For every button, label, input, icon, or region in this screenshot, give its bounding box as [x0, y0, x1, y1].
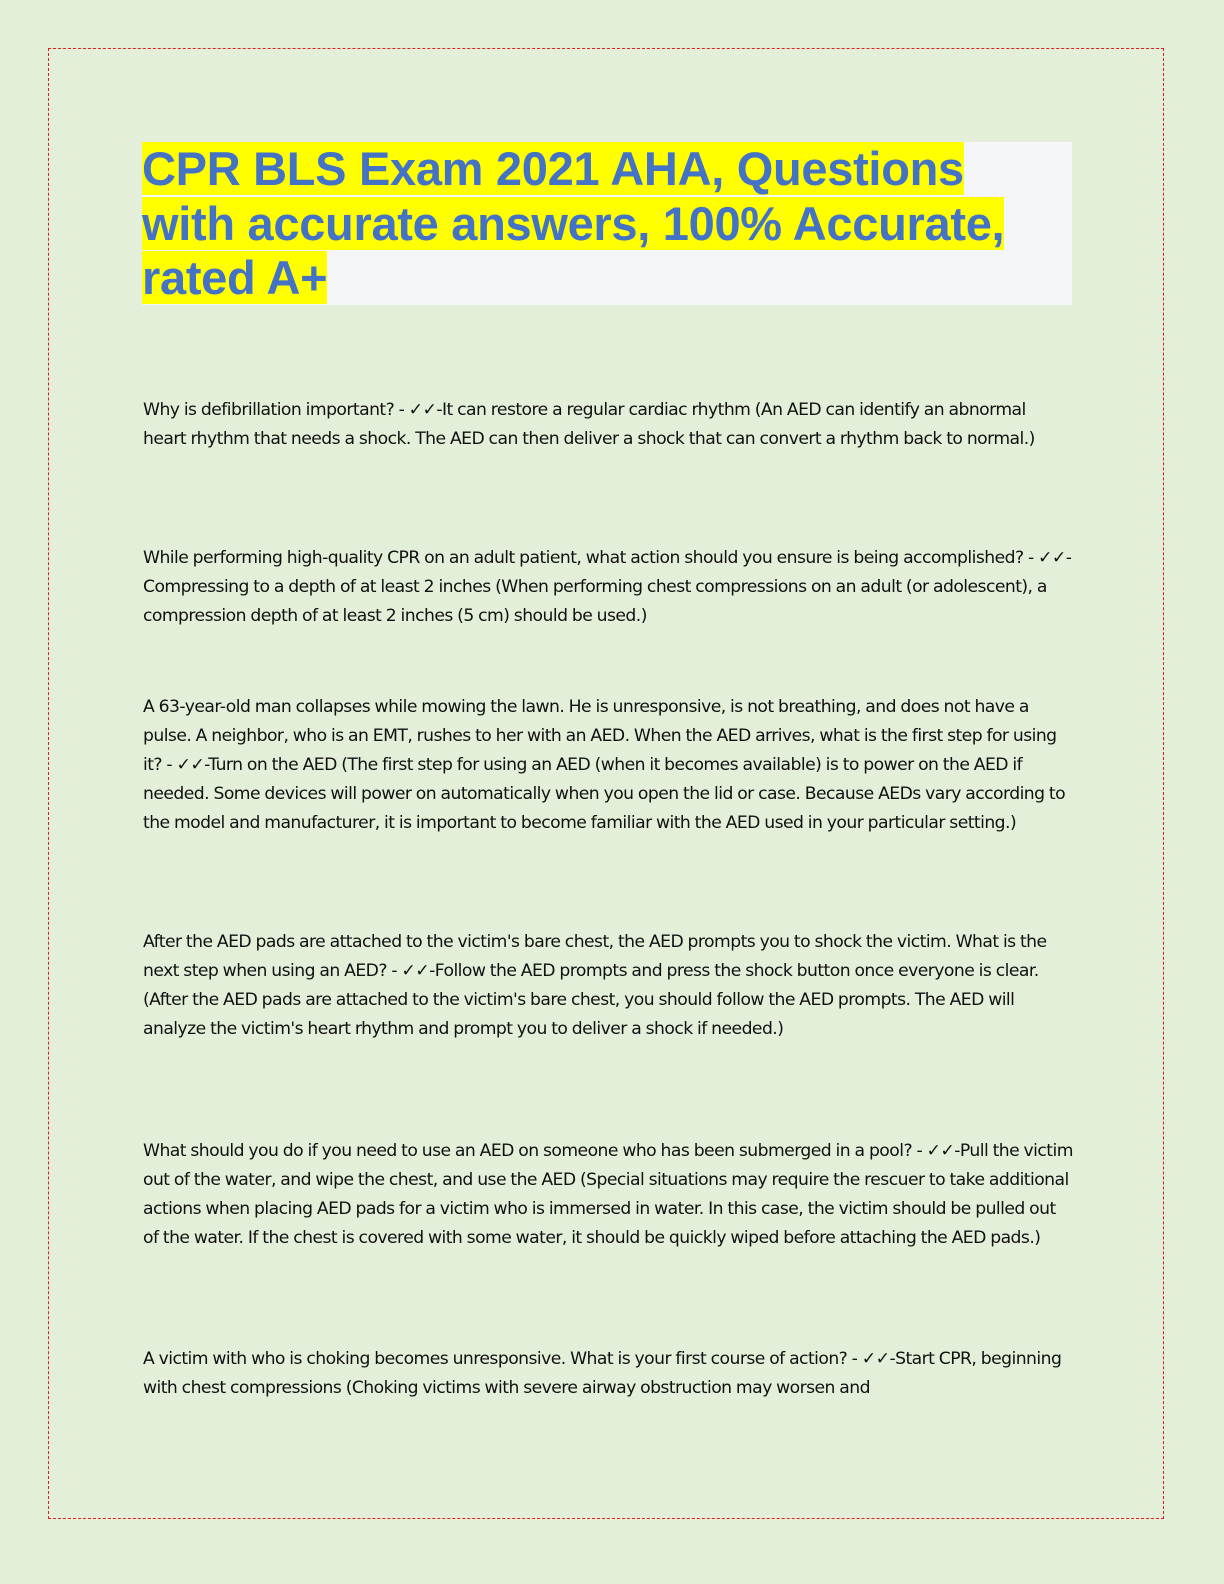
- title-block: [142, 142, 1072, 305]
- answer-text: -Compressing to a depth of at least 2 inches (When performing chest compressions on an adult (or adolescent), a compression depth of at least 2 inches (5 cm) should be used.): [143, 548, 1072, 626]
- double-check-icon: ✓✓: [861, 1349, 890, 1369]
- answer-text: -It can restore a regular cardiac rhythm (An AED can identify an abnormal heart rhythm that needs a shock. The AED can then deliver a shock that can convert a rhythm back to normal.): [143, 400, 1035, 449]
- qa-item-2: [143, 544, 1073, 631]
- double-check-icon: ✓✓: [926, 1141, 955, 1161]
- answer-text: -Pull the victim out of the water, and wipe the chest, and use the AED (Special situations may require the rescuer to take additional actions when placing AED pads for a victim who is immersed in water. In this case, the victim should be pulled out of the water. If the chest is covered with some water, it should be quickly wiped before attaching the AED pads.): [143, 1141, 1073, 1248]
- qa-item-5: [143, 1137, 1073, 1253]
- title-line-3: rated A+: [142, 251, 328, 304]
- answer-text: -Turn on the AED (The first step for using an AED (when it becomes available) is to power on the AED if needed. Some devices will power on automatically when you open the lid or case. Because AEDs vary according to the model and manufacturer, it is important to become familiar with the AED used in your particular setting.): [143, 755, 1066, 833]
- answer-text: -Start CPR, beginning with chest compressions (Choking victims with severe airway obstruction may worsen and: [143, 1349, 1062, 1398]
- question-text: What should you do if you need to use an AED on someone who has been submerged in a pool? -: [143, 1141, 927, 1161]
- double-check-icon: ✓✓: [176, 755, 205, 775]
- double-check-icon: ✓✓: [1038, 548, 1066, 568]
- title-line-1: CPR BLS Exam 2021 AHA, Questions: [142, 142, 964, 195]
- qa-item-3: [143, 693, 1073, 838]
- title-line-2: with accurate answers, 100% Accurate,: [142, 196, 1005, 250]
- question-text: A 63-year-old man collapses while mowing the lawn. He is unresponsive, is not breathing, and does not have a pulse. A neighbor, who is an EMT, rushes to her with an AED. When the AED arrives, what is the first step for using it? -: [143, 697, 1057, 775]
- question-text: Why is defibrillation important? -: [143, 400, 409, 420]
- double-check-icon: ✓✓: [408, 400, 437, 420]
- question-text: A victim with who is choking becomes unresponsive. What is your first course of action? -: [143, 1349, 862, 1369]
- question-text: While performing high-quality CPR on an adult patient, what action should you ensure is being accomplished? -: [143, 548, 1039, 568]
- qa-item-1: [143, 396, 1073, 454]
- qa-item-4: [143, 928, 1073, 1044]
- document-title: [142, 142, 1072, 306]
- double-check-icon: ✓✓: [401, 961, 430, 981]
- question-text: After the AED pads are attached to the victim's bare chest, the AED prompts you to shock the victim. What is the next step when using an AED? -: [143, 932, 1047, 981]
- answer-text: -Follow the AED prompts and press the shock button once everyone is clear. (After the AED pads are attached to the victim's bare chest, you should follow the AED prompts. The AED will analyze the victim's heart rhythm and prompt you to deliver a shock if needed.): [143, 961, 1039, 1039]
- qa-item-6: [143, 1345, 1073, 1403]
